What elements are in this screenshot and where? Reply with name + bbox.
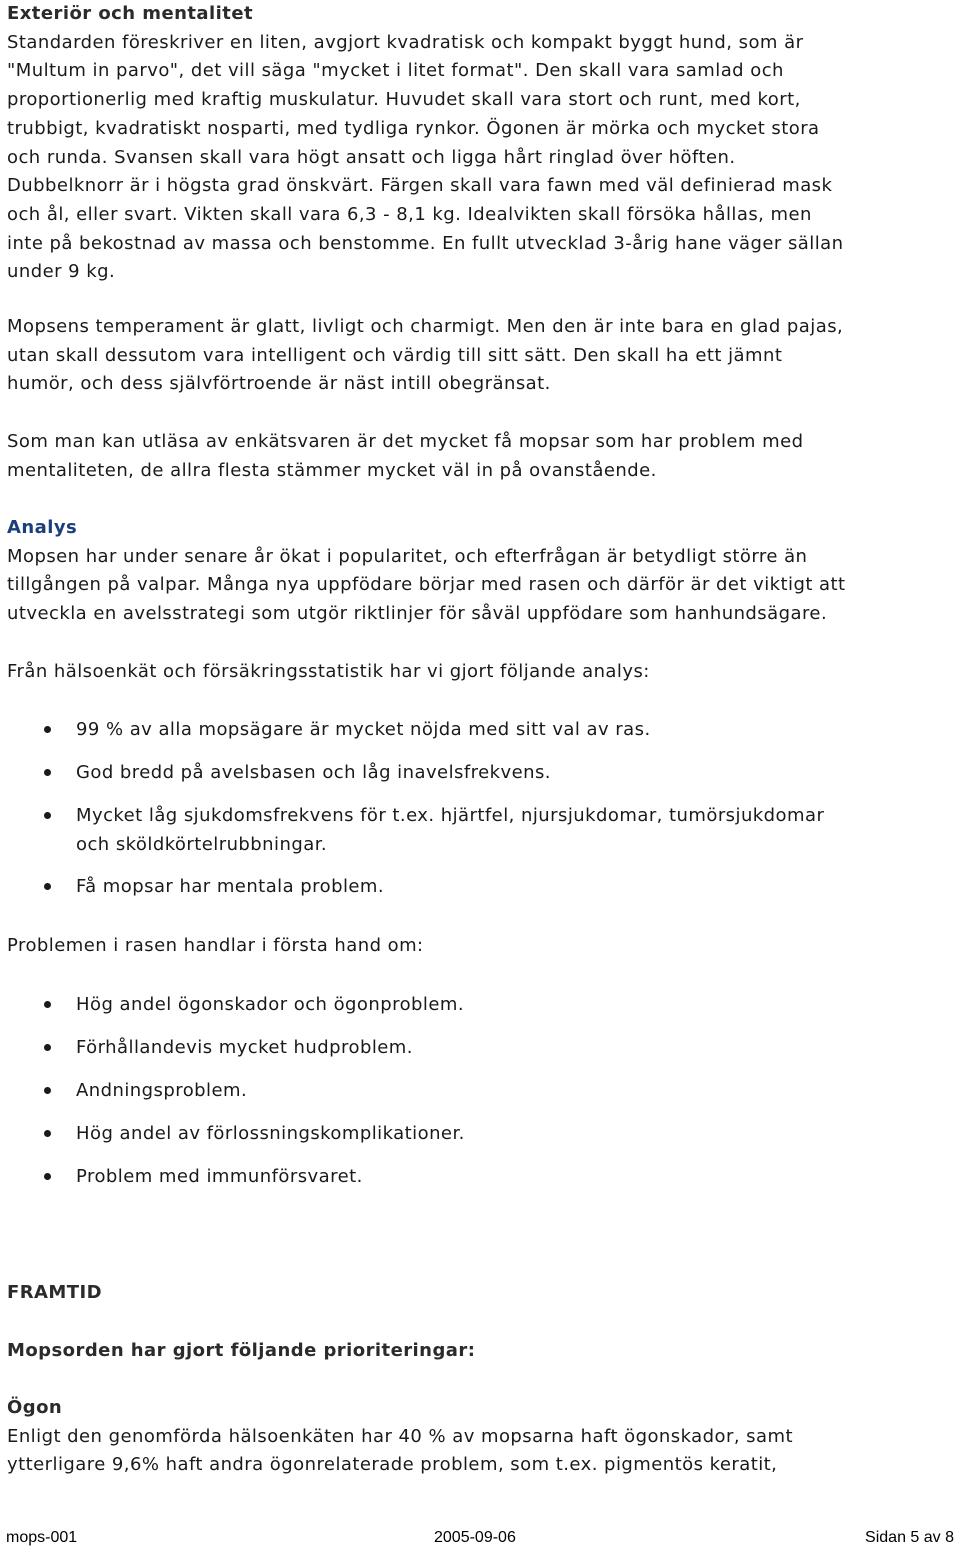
paragraph-line: utan skall dessutom vara intelligent och värdig till sitt sätt. Den skall ha ett jämnt xyxy=(7,344,783,366)
paragraph-line: utveckla en avelsstrategi som utgör riktlinjer för såväl uppfödare som hanhundsägare. xyxy=(7,603,828,625)
paragraph-line: under 9 kg. xyxy=(7,261,116,283)
list-item-text: 99 % av alla mopsägare är mycket nöjda med sitt val av ras. xyxy=(76,719,651,740)
paragraph-line: Mopsens temperament är glatt, livligt och charmigt. Men den är inte bara en glad pajas, xyxy=(7,316,844,337)
paragraph-line: "Multum in parvo", det vill säga "mycket i litet format". Den skall vara samlad och xyxy=(7,60,784,82)
footer-page-number: Sidan 5 av 8 xyxy=(865,1529,954,1546)
problems-intro xyxy=(7,932,953,961)
paragraph-line: och runda. Svansen skall vara högt ansatt och ligga hårt ringlad över höften. xyxy=(7,146,736,168)
paragraph-line: Standarden föreskriver en liten, avgjort kvadratisk och kompakt byggt hund, som är xyxy=(7,31,804,53)
framtid-subheading: Mopsorden har gjort följande prioriteringar: xyxy=(7,1340,476,1361)
list-item-text: Förhållandevis mycket hudproblem. xyxy=(76,1037,413,1058)
bullet-icon xyxy=(44,1001,51,1008)
list-item-text: Hög andel ögonskador och ögonproblem. xyxy=(76,994,465,1015)
paragraph-survey xyxy=(7,428,953,485)
paragraph-line: Mopsen har under senare år ökat i popularitet, och efterfrågan är betydligt större än xyxy=(7,545,808,567)
framtid-heading: FRAMTID xyxy=(7,1282,103,1303)
paragraph-line: och ål, eller svart. Vikten skall vara 6,3 - 8,1 kg. Idealvikten skall försöka hållas, men xyxy=(7,203,812,225)
section-ogon xyxy=(7,1394,953,1480)
analysis-intro xyxy=(7,658,953,687)
list-item-text: Problem med immunförsvaret. xyxy=(76,1166,363,1187)
bullet-icon xyxy=(44,1087,51,1094)
bullet-icon xyxy=(44,1044,51,1051)
paragraph-line: inte på bekostnad av massa och benstomme. En fullt utvecklad 3-årig hane väger sällan xyxy=(7,232,844,254)
list-item-text: God bredd på avelsbasen och låg inavelsfrekvens. xyxy=(76,762,551,783)
framtid-subheading-block xyxy=(7,1337,953,1366)
paragraph-line: Från hälsoenkät och försäkringsstatistik har vi gjort följande analys: xyxy=(7,661,650,682)
list-item-text: och sköldkörtelrubbningar. xyxy=(76,833,328,855)
bullet-icon xyxy=(44,1173,51,1180)
bullet-icon xyxy=(44,883,51,890)
paragraph-line: tillgången på valpar. Många nya uppfödare börjar med rasen och därför är det viktigt att xyxy=(7,574,846,596)
paragraph-line: trubbigt, kvadratiskt nosparti, med tydliga rynkor. Ögonen är mörka och mycket stora xyxy=(7,117,820,139)
bullet-icon xyxy=(44,769,51,776)
paragraph-line: mentaliteten, de allra flesta stämmer mycket väl in på ovanstående. xyxy=(7,459,657,481)
section-exterior xyxy=(7,0,953,287)
exterior-heading: Exteriör och mentalitet xyxy=(7,3,254,24)
footer-doc-id: mops-001 xyxy=(6,1529,78,1546)
bullet-icon xyxy=(44,812,51,819)
framtid-heading-block xyxy=(7,1279,953,1308)
bullet-icon xyxy=(44,1130,51,1137)
analys-heading: Analys xyxy=(7,517,78,538)
bullet-icon xyxy=(44,726,51,733)
paragraph-line: Problemen i rasen handlar i första hand om: xyxy=(7,935,424,956)
footer-date: 2005-09-06 xyxy=(434,1529,516,1546)
list-item-text: Andningsproblem. xyxy=(76,1080,248,1101)
paragraph-line: ytterligare 9,6% haft andra ögonrelaterade problem, som t.ex. pigmentös keratit, xyxy=(7,1454,778,1476)
paragraph-line: humör, och dess självförtroende är näst intill obegränsat. xyxy=(7,373,551,395)
list-item-text: Hög andel av förlossningskomplikationer. xyxy=(76,1123,465,1144)
section-analys xyxy=(7,514,953,629)
paragraph-line: Dubbelknorr är i högsta grad önskvärt. Färgen skall vara fawn med väl definierad mask xyxy=(7,175,833,197)
paragraph-line: proportionerlig med kraftig muskulatur. Huvudet skall vara stort och runt, med kort, xyxy=(7,89,801,111)
paragraph-line: Som man kan utläsa av enkätsvaren är det mycket få mopsar som har problem med xyxy=(7,431,804,452)
paragraph-line: Enligt den genomförda hälsoenkäten har 40 % av mopsarna haft ögonskador, samt xyxy=(7,1425,793,1447)
ogon-heading: Ögon xyxy=(7,1397,63,1418)
list-item-text: Få mopsar har mentala problem. xyxy=(76,876,385,897)
paragraph-temperament xyxy=(7,313,953,399)
list-item-text: Mycket låg sjukdomsfrekvens för t.ex. hjärtfel, njursjukdomar, tumörsjukdomar xyxy=(76,805,825,826)
